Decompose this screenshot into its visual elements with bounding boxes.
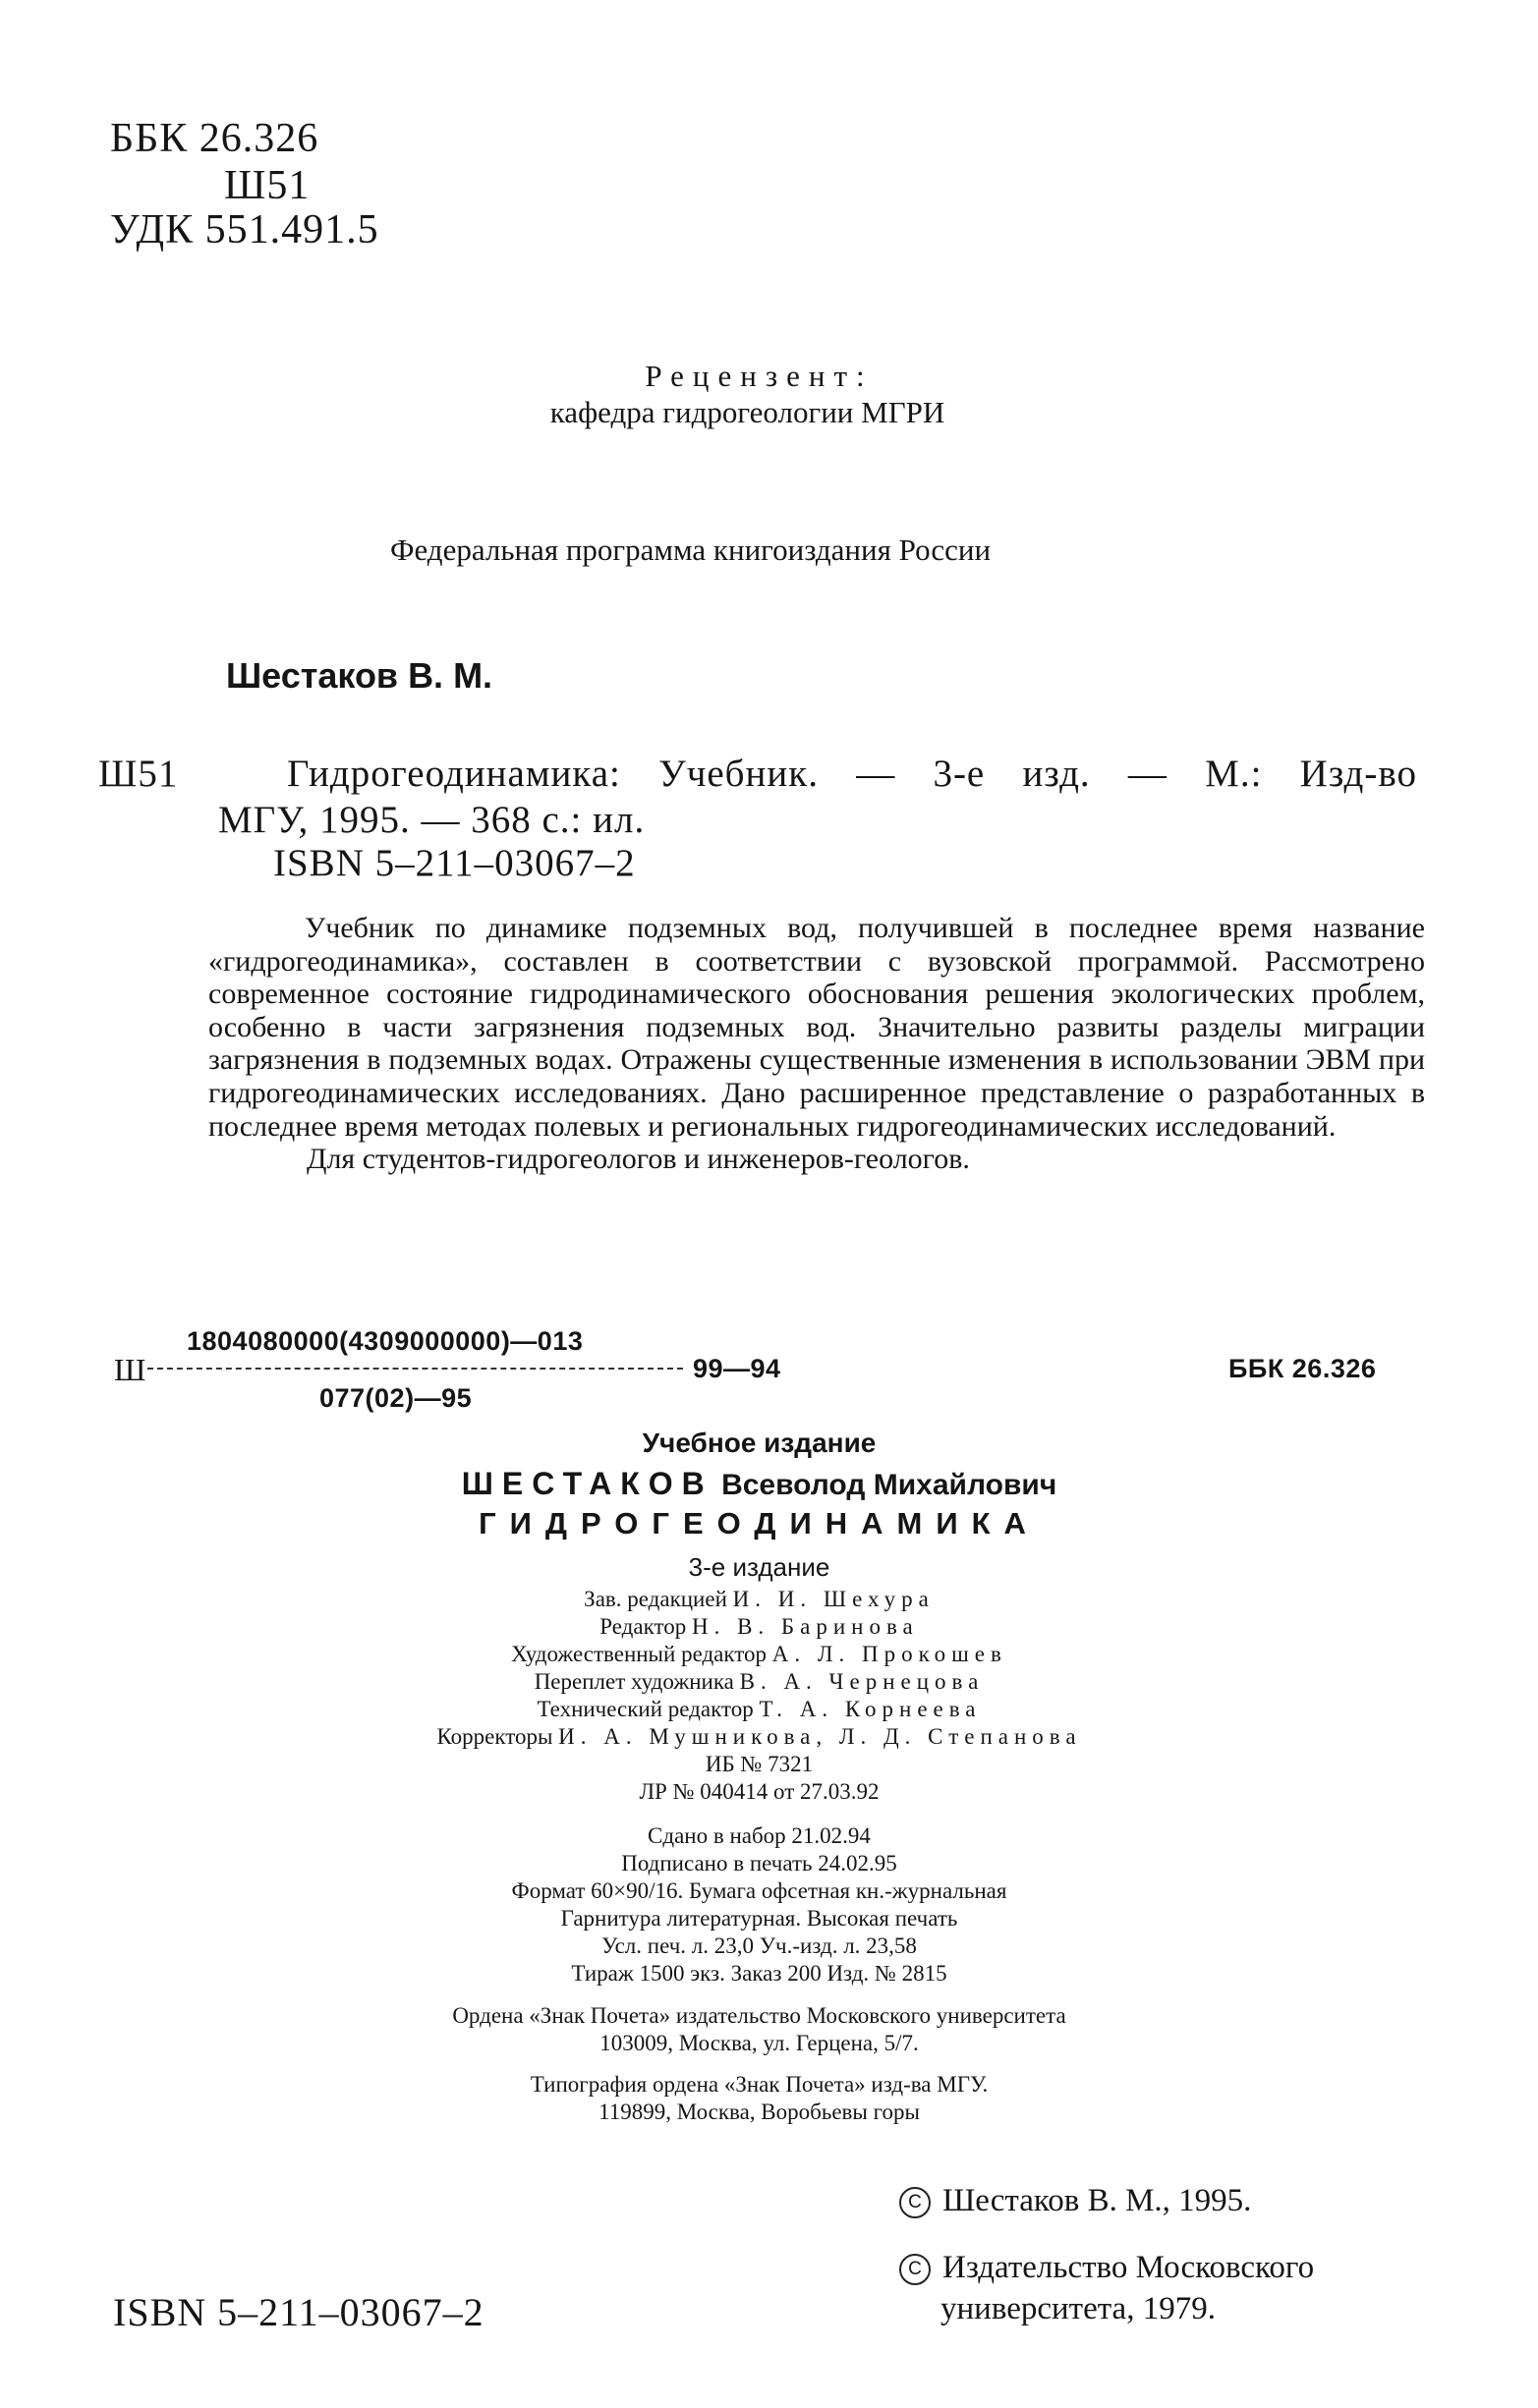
credit-role: Редактор [599, 1614, 687, 1639]
print-detail: Формат 60×90/16. Бумага офсетная кн.-журнальная [511, 1878, 1007, 1903]
abstract-audience: Для студентов-гидрогеологов и инженеров-геологов. [307, 1143, 970, 1176]
udk-label: УДК [110, 207, 195, 252]
copyright-publisher [899, 2250, 1314, 2286]
bbk-label: ББК [110, 116, 189, 161]
publisher-line: 103009, Москва, ул. Герцена, 5/7. [599, 2031, 919, 2055]
credit-role: Переплет художника [534, 1669, 734, 1694]
entry-line-1: Гидрогеодинамика: Учебник. — 3-е изд. — М.: Изд-во [287, 753, 1417, 795]
credit-line [0, 1643, 1528, 1665]
copyright-author [899, 2183, 1251, 2219]
credit-role: Технический редактор [537, 1697, 754, 1721]
credit-line [0, 1670, 1528, 1693]
reviewer-heading: Рецензент: [645, 359, 874, 393]
printer-line: Типография ордена «Знак Почета» изд-ва МГУ. [530, 2072, 989, 2097]
code-letter: Ш [114, 1352, 146, 1387]
publisher-line: Ордена «Знак Почета» издательство Московского университета [452, 2003, 1066, 2028]
imprint-author-surname: ШЕСТАКОВ [461, 1466, 713, 1501]
entry-sign: Ш51 [98, 753, 179, 795]
code-bbk: ББК 26.326 [1228, 1354, 1377, 1383]
copyright-publisher-text: Издательство Московского [942, 2250, 1315, 2285]
credit-name: И. А. Мушникова, Л. Д. Степанова [558, 1724, 1082, 1749]
copyright-publisher-year: университета, 1979. [940, 2291, 1216, 2326]
udk-code: 551.491.5 [204, 207, 379, 252]
copyright-icon: C [899, 2187, 931, 2218]
print-detail: Усл. печ. л. 23,0 Уч.-изд. л. 23,58 [601, 1933, 917, 1958]
lr-number: ЛР № 040414 от 27.03.92 [639, 1779, 880, 1804]
code-denominator: 077(02)—95 [319, 1383, 473, 1413]
credit-role: Корректоры [436, 1724, 553, 1749]
code-number: 99—94 [693, 1354, 781, 1383]
author-sign: Ш51 [224, 163, 311, 208]
edition-type: Учебное издание [642, 1428, 877, 1458]
credit-name: Т. А. Корнеева [759, 1697, 982, 1721]
credit-role: Зав. редакцией [584, 1587, 727, 1611]
credit-name: И. И. Шехура [732, 1587, 935, 1611]
imprint-author [0, 1466, 1528, 1502]
print-detail: Тираж 1500 экз. Заказ 200 Изд. № 2815 [571, 1961, 947, 1986]
credit-name: Н. В. Баринова [691, 1614, 919, 1639]
copyright-icon: C [899, 2254, 931, 2285]
credit-line [0, 1588, 1528, 1610]
ib-number: ИБ № 7321 [705, 1752, 814, 1776]
imprint-edition: 3-е издание [688, 1552, 830, 1582]
abstract [208, 912, 1425, 1176]
abstract-body: Учебник по динамике подземных вод, получившей в последнее время название «гидрогеодинамика», составлен в соответствии с вузовской программой. Рассмотрено современное состояние гидродинамического обоснования решения экологических проблем, особенно в части загрязнения подземных вод. Значительно развиты разделы миграции загрязнения в подземных водах. Отражены существенные изменения в использовании ЭВМ при гидрогеодинамических исследованиях. Дано расширенное представление о разработанных в последнее время методах полевых и региональных гидрогеодинамических исследований. [208, 912, 1425, 1143]
udk-line [110, 209, 379, 251]
reviewer-text: кафедра гидрогеологии МГРИ [549, 395, 945, 429]
credit-role: Художественный редактор [511, 1642, 768, 1666]
print-detail: Гарнитура литературная. Высокая печать [560, 1906, 958, 1931]
entry-isbn: ISBN 5–211–03067–2 [273, 842, 636, 884]
credit-line [0, 1615, 1528, 1638]
imprint-author-given: Всеволод Михайлович [721, 1469, 1057, 1501]
credit-name: А. Л. Прокошев [771, 1642, 1007, 1666]
copyright-author-text: Шестаков В. М., 1995. [942, 2183, 1252, 2218]
credit-line [0, 1725, 1528, 1748]
credit-line [0, 1698, 1528, 1720]
author-heading: Шестаков В. М. [226, 655, 493, 696]
print-detail: Сдано в набор 21.02.94 [648, 1823, 871, 1848]
code-numerator: 1804080000(4309000000)—013 [187, 1326, 584, 1356]
credit-name: В. А. Чернецова [739, 1669, 985, 1694]
imprint-title: ГИДРОГЕОДИНАМИКА [479, 1506, 1040, 1540]
isbn-bottom: ISBN 5–211–03067–2 [113, 2290, 484, 2334]
print-detail: Подписано в печать 24.02.95 [621, 1851, 897, 1876]
bbk-code: 26.326 [199, 116, 319, 161]
printer-line: 119899, Москва, Воробьевы горы [598, 2100, 920, 2124]
bbk-line [110, 118, 318, 159]
code-fraction-line [147, 1368, 683, 1370]
entry-line-2: МГУ, 1995. — 368 с.: ил. [218, 799, 646, 841]
federal-program: Федеральная программа книгоиздания России [389, 532, 992, 567]
